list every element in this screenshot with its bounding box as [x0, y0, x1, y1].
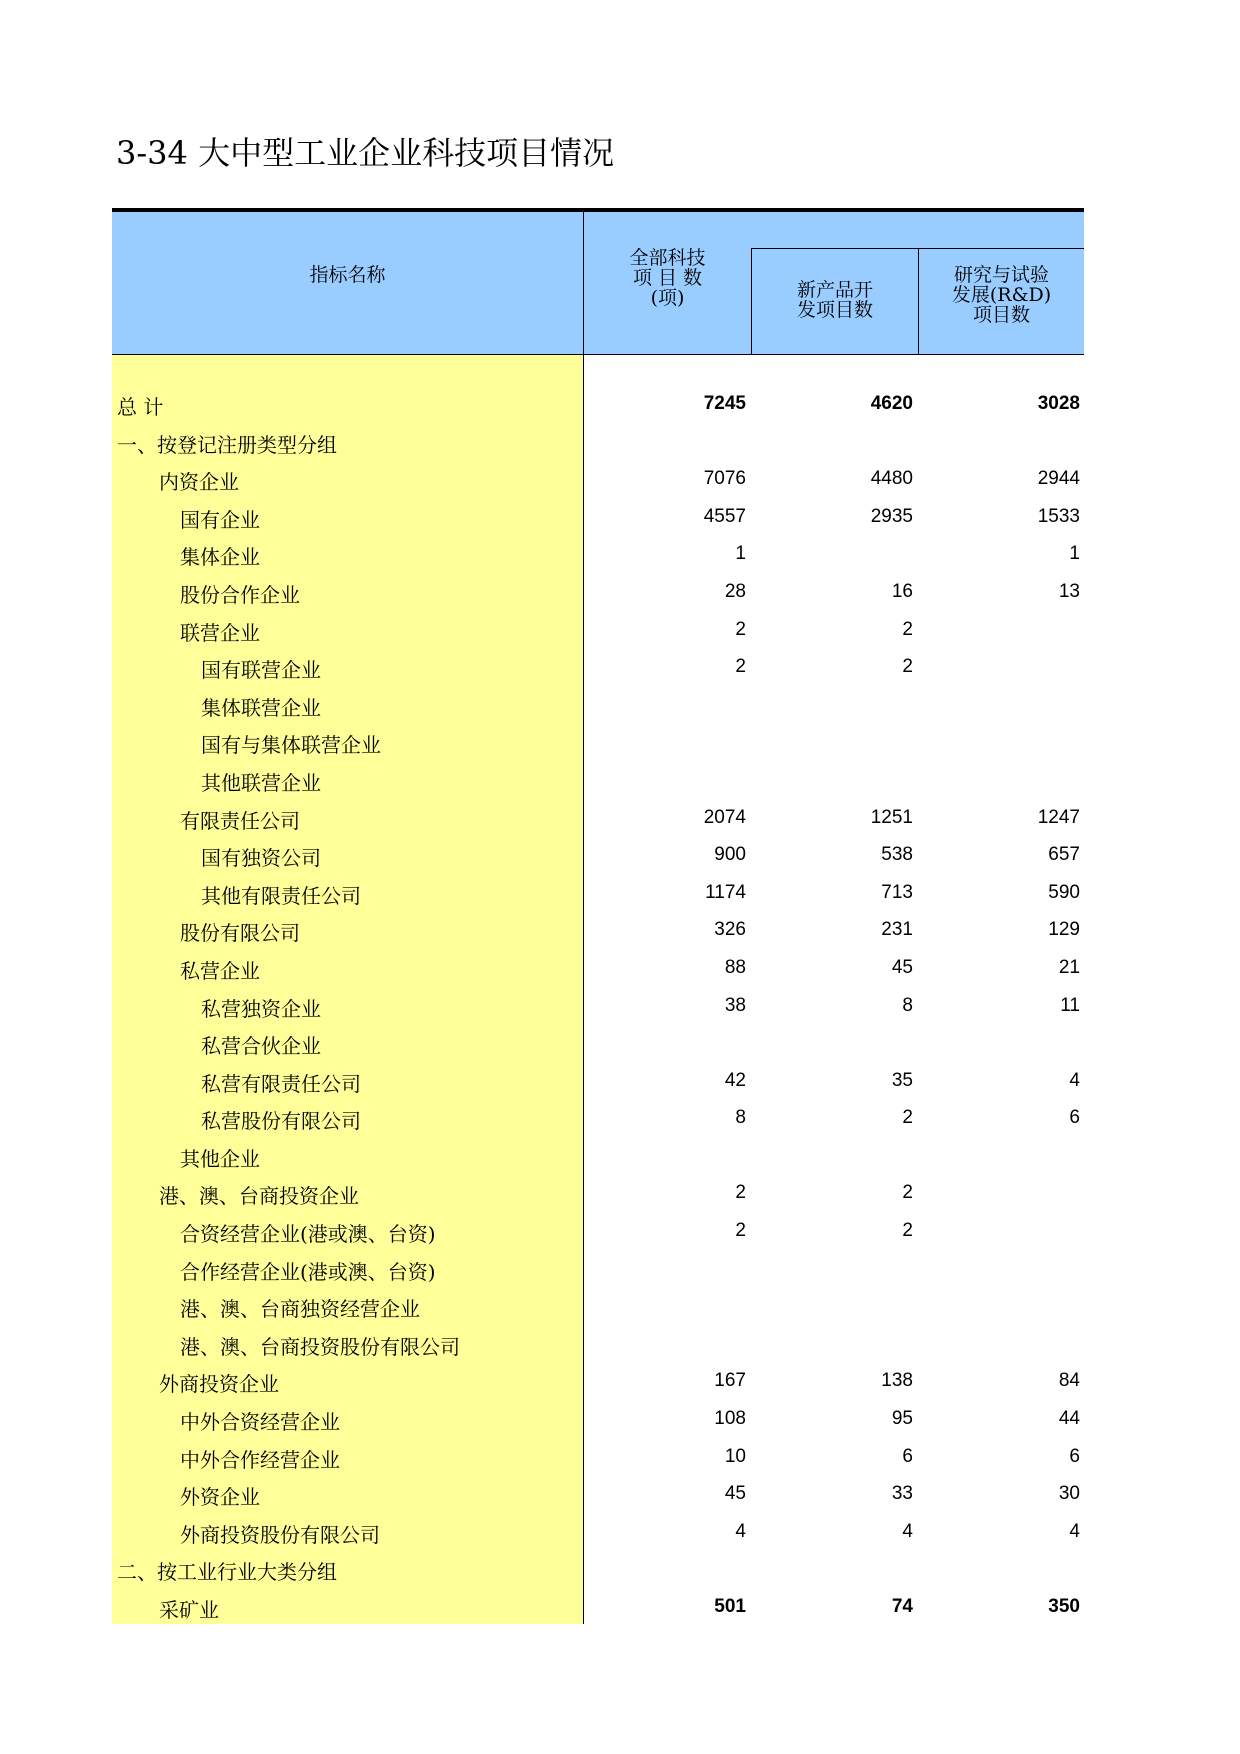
table-row: [112, 724, 1084, 762]
rd-projects-value: 350: [1048, 1596, 1080, 1617]
row-label: 私营股份有限公司: [201, 1109, 361, 1134]
table-row: [112, 1326, 1084, 1364]
table-row: [112, 1138, 1084, 1176]
row-label: 港、澳、台商独资经营企业: [180, 1297, 420, 1322]
new-product-projects-value: 2: [902, 618, 913, 640]
rd-projects-value: 3028: [1037, 393, 1080, 414]
table-row: [112, 499, 1084, 537]
row-label: 私营企业: [180, 958, 260, 983]
header-rd-line1: 研究与试验: [953, 264, 1049, 286]
row-label: 有限责任公司: [180, 808, 300, 833]
row-label: 国有独资公司: [201, 846, 321, 871]
rd-projects-value: 4: [1069, 1520, 1080, 1542]
row-label: 采矿业: [159, 1598, 219, 1622]
table-row: [112, 574, 1084, 612]
total-projects-value: 4557: [703, 505, 746, 527]
total-projects-value: 7076: [703, 468, 746, 490]
header-new-product-col: [752, 280, 918, 320]
row-label: 总 计: [117, 395, 164, 419]
new-product-projects-value: 4480: [870, 468, 913, 490]
table-row: [112, 1063, 1084, 1101]
rd-projects-value: 590: [1048, 881, 1080, 903]
rd-projects-value: 30: [1058, 1483, 1080, 1505]
header-total-line2: 项 目 数: [632, 267, 703, 289]
row-label: 外商投资股份有限公司: [180, 1522, 380, 1547]
header-name-col: [112, 265, 583, 285]
new-product-projects-value: 2: [902, 1107, 913, 1129]
row-label: 集体联营企业: [201, 695, 321, 720]
row-label: 合作经营企业(港或澳、台资): [180, 1259, 436, 1284]
table-row: [112, 1551, 1084, 1589]
new-product-projects-value: 4: [902, 1520, 913, 1542]
header-rd-line2: 发展(R&D): [951, 284, 1052, 306]
table-row: [112, 649, 1084, 687]
rd-projects-value: 2944: [1037, 468, 1080, 490]
new-product-projects-value: 2: [902, 1182, 913, 1204]
total-projects-value: 10: [724, 1445, 746, 1467]
table-row: [112, 536, 1084, 574]
total-projects-value: 501: [714, 1596, 746, 1617]
header-new-product-line1: 新产品开: [796, 279, 873, 301]
new-product-projects-value: 45: [891, 956, 913, 978]
rd-projects-value: 11: [1060, 994, 1080, 1016]
new-product-projects-value: 33: [891, 1483, 913, 1505]
header-rd-line3: 项目数: [972, 304, 1030, 326]
page-title: 3-34 大中型工业企业科技项目情况: [116, 134, 615, 172]
header-name-col-label: 指标名称: [309, 264, 386, 286]
new-product-projects-value: 8: [902, 994, 913, 1016]
total-projects-value: 88: [724, 956, 746, 978]
total-projects-value: 42: [724, 1069, 746, 1091]
row-label: 中外合资经营企业: [180, 1410, 340, 1435]
new-product-projects-value: 538: [881, 844, 913, 866]
rd-projects-value: 129: [1048, 919, 1080, 941]
row-label: 一、按登记注册类型分组: [117, 432, 337, 457]
total-projects-value: 2: [735, 1220, 746, 1242]
total-projects-value: 45: [724, 1483, 746, 1505]
new-product-projects-value: 713: [881, 881, 913, 903]
row-label: 其他企业: [180, 1146, 260, 1171]
total-projects-value: 7245: [703, 393, 746, 414]
total-projects-value: 2074: [703, 806, 746, 828]
stats-table: [112, 208, 1084, 1624]
rd-projects-value: 657: [1048, 844, 1080, 866]
table-row: [112, 1439, 1084, 1477]
row-label: 其他联营企业: [201, 770, 321, 795]
total-projects-value: 900: [714, 844, 746, 866]
new-product-projects-value: 16: [891, 580, 913, 602]
row-label: 集体企业: [180, 545, 260, 570]
header-total-col: [584, 248, 751, 308]
row-label: 国有与集体联营企业: [201, 733, 381, 758]
table-row: [112, 1514, 1084, 1552]
table-row: [112, 386, 1084, 424]
row-label: 其他有限责任公司: [201, 883, 361, 908]
table-row: [112, 837, 1084, 875]
new-product-projects-value: 2935: [870, 505, 913, 527]
total-projects-value: 108: [714, 1408, 746, 1430]
row-label: 私营有限责任公司: [201, 1071, 361, 1096]
table-row: [112, 912, 1084, 950]
total-projects-value: 326: [714, 919, 746, 941]
rd-projects-value: 6: [1069, 1107, 1080, 1129]
total-projects-value: 28: [724, 580, 746, 602]
header-rd-col: [919, 265, 1084, 325]
table-row: [112, 1476, 1084, 1514]
table-row: [112, 1025, 1084, 1063]
table-row: [112, 1175, 1084, 1213]
new-product-projects-value: 1251: [870, 806, 913, 828]
new-product-projects-value: 231: [881, 919, 913, 941]
row-label: 合资经营企业(港或澳、台资): [180, 1222, 436, 1247]
header-total-line3: (项): [650, 287, 685, 309]
table-row: [112, 1100, 1084, 1138]
row-label: 股份有限公司: [180, 921, 300, 946]
row-label: 股份合作企业: [180, 582, 300, 607]
row-label: 私营独资企业: [201, 996, 321, 1021]
row-label: 港、澳、台商投资企业: [159, 1184, 359, 1209]
total-projects-value: 2: [735, 618, 746, 640]
table-row: [112, 875, 1084, 913]
row-label: 国有联营企业: [201, 658, 321, 683]
total-projects-value: 8: [735, 1107, 746, 1129]
header-new-product-line2: 发项目数: [796, 299, 873, 321]
rd-projects-value: 1: [1069, 543, 1080, 565]
rd-projects-value: 13: [1058, 580, 1080, 602]
new-product-projects-value: 74: [891, 1596, 913, 1617]
header-total-line1: 全部科技: [629, 247, 706, 269]
row-label: 中外合作经营企业: [180, 1447, 340, 1472]
row-label: 外资企业: [180, 1485, 260, 1510]
rd-projects-value: 84: [1058, 1370, 1080, 1392]
header-divider: [112, 354, 1084, 355]
table-row: [112, 762, 1084, 800]
table-row: [112, 1288, 1084, 1326]
rd-projects-value: 6: [1069, 1445, 1080, 1467]
rd-projects-value: 44: [1058, 1408, 1080, 1430]
new-product-projects-value: 2: [902, 1220, 913, 1242]
total-projects-value: 1174: [705, 881, 746, 903]
total-projects-value: 2: [735, 656, 746, 678]
new-product-projects-value: 4620: [870, 393, 913, 414]
table-row: [112, 1213, 1084, 1251]
row-label: 私营合伙企业: [201, 1034, 321, 1059]
row-label: 内资企业: [159, 470, 239, 495]
row-label: 二、按工业行业大类分组: [117, 1560, 337, 1585]
new-product-projects-value: 138: [881, 1370, 913, 1392]
rd-projects-value: 1247: [1037, 806, 1080, 828]
table-row: [112, 1589, 1084, 1627]
row-label: 港、澳、台商投资股份有限公司: [180, 1334, 460, 1359]
table-row: [112, 687, 1084, 725]
total-projects-value: 4: [735, 1520, 746, 1542]
row-label: 联营企业: [180, 620, 260, 645]
table-row: [112, 1401, 1084, 1439]
table-row: [112, 950, 1084, 988]
table-row: [112, 988, 1084, 1026]
total-projects-value: 167: [714, 1370, 746, 1392]
new-product-projects-value: 2: [902, 656, 913, 678]
table-body: [112, 386, 1084, 1627]
total-projects-value: 2: [735, 1182, 746, 1204]
rd-projects-value: 4: [1069, 1069, 1080, 1091]
table-row: [112, 1251, 1084, 1289]
total-projects-value: 1: [735, 543, 746, 565]
rd-projects-value: 1533: [1037, 505, 1080, 527]
row-label: 国有企业: [180, 507, 260, 532]
total-projects-value: 38: [724, 994, 746, 1016]
table-row: [112, 424, 1084, 462]
table-row: [112, 800, 1084, 838]
rd-projects-value: 21: [1058, 956, 1080, 978]
table-row: [112, 461, 1084, 499]
new-product-projects-value: 6: [902, 1445, 913, 1467]
table-row: [112, 1363, 1084, 1401]
table-row: [112, 612, 1084, 650]
new-product-projects-value: 95: [891, 1408, 913, 1430]
row-label: 外商投资企业: [159, 1372, 279, 1397]
new-product-projects-value: 35: [891, 1069, 913, 1091]
